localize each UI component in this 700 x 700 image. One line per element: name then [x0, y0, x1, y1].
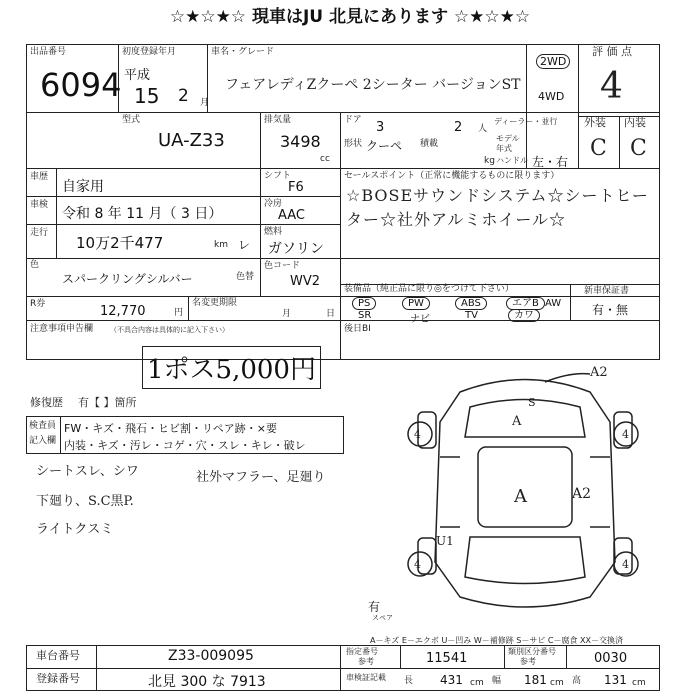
usage-label: 車歴 — [30, 172, 49, 182]
seats-value: 2 — [454, 120, 463, 135]
name-label: 車名・グレード — [211, 47, 275, 57]
spare-label: スペア — [372, 614, 393, 622]
handle-label: ハンドル — [496, 156, 528, 165]
reg-month: 2 — [178, 86, 189, 106]
fuel-label: 燃料 — [264, 227, 283, 237]
recycle-unit: 円 — [174, 308, 184, 318]
check-label2: 記入欄 — [29, 436, 57, 446]
diag-mark-4-fl: 4 — [414, 428, 421, 441]
dims-len-label: 長 — [404, 676, 414, 686]
diag-mark-spare: 有 — [368, 600, 381, 614]
diag-mark-a2-top: A2 — [590, 365, 608, 380]
dims-w: 181 — [524, 673, 547, 687]
name-change-month: 月 — [282, 309, 292, 319]
disp-label: 排気量 — [264, 115, 292, 125]
color-change-label: 色替 — [236, 272, 255, 282]
score-label: 評 価 点 — [592, 45, 632, 58]
mileage-unit: km — [214, 240, 228, 250]
repair-label: 修復歴 — [30, 396, 63, 409]
header-banner: ☆★☆★☆ 現車はJU 北見にあります ☆★☆★☆ — [169, 7, 531, 27]
dims-label: 車検証記載 — [346, 673, 386, 682]
ref-label2: 参考 — [358, 657, 374, 666]
dealer-label: ディーラー・並行 — [494, 117, 558, 126]
class-value: 0030 — [594, 651, 628, 666]
check-row1: FW・キズ・飛石・ヒビ割・リペア跡・×要 — [64, 422, 277, 435]
damage-legend: A－キズ E－エクボ U－凹み W－補修跡 S－サビ C－腐食 XX－交換済 — [370, 636, 624, 645]
plate-label: 登録番号 — [36, 672, 80, 685]
recycle-value: 12,770 — [100, 304, 146, 319]
dims-h-unit: cm — [632, 678, 646, 688]
diag-mark-4-fr: 4 — [622, 428, 629, 441]
ref-label1: 指定番号 — [346, 647, 378, 656]
int-area-label: 後日BI — [344, 324, 371, 334]
dims-h-label: 高 — [572, 676, 582, 686]
shaken-value: 令和 8 年 11 月（ 3 日） — [62, 206, 223, 222]
class-label1: 類別区分番号 — [508, 647, 556, 656]
inspector-note-1: シートスレ、シワ — [36, 464, 139, 479]
notes-sub: （不具合内容は具体的に記入下さい） — [110, 326, 229, 334]
diag-mark-s: S — [528, 396, 536, 409]
name-change-day: 日 — [326, 309, 336, 319]
drive-2wd: 2WD — [536, 54, 570, 69]
sales-label: セールスポイント（正常に機能するものに限ります） — [344, 171, 560, 181]
row-divider — [26, 320, 660, 321]
row-divider — [26, 112, 660, 113]
reg-era: 平成 — [124, 68, 151, 83]
equip-airbag: エアB — [506, 297, 545, 310]
model-label: 型式 — [122, 115, 141, 125]
diag-mark-4-rr: 4 — [622, 558, 629, 571]
seats-unit: 人 — [478, 124, 488, 134]
drive-4wd: 4WD — [538, 90, 565, 103]
name-change-label: 名変更期限 — [192, 298, 238, 308]
row-divider — [26, 296, 660, 297]
equip-ps: PS — [352, 297, 376, 310]
fuel-value: ガソリン — [268, 241, 324, 257]
color-label: 色 — [30, 260, 40, 270]
lot-label: 出品番号 — [30, 47, 67, 57]
row-divider — [26, 258, 660, 259]
int-label: 内装 — [624, 116, 646, 129]
mileage-value: 10万2千477 — [76, 234, 164, 252]
equip-label: 装備品（純正品に限り◎をつけて下さい） — [344, 284, 514, 294]
color-no-label: 色コード — [264, 261, 301, 271]
disp-value: 3498 — [280, 132, 321, 151]
sales-value: ☆BOSEサウンドシステム☆シートヒーター☆社外アルミホイール☆ — [346, 186, 649, 229]
equip-aw: AW — [545, 298, 562, 309]
load-unit: kg — [484, 156, 495, 166]
disp-unit: cc — [320, 154, 330, 164]
notes-label: 注意事項申告欄 — [30, 324, 94, 334]
diag-mark-a-roof: A — [514, 486, 527, 507]
equip-leather: カワ — [508, 309, 540, 322]
ac-value: AAC — [278, 208, 305, 223]
reg-month-unit: 月 — [200, 98, 210, 108]
doors-value: 3 — [376, 120, 385, 135]
load-label: 積載 — [420, 139, 439, 149]
check-row2: 内装・キズ・汚レ・コゲ・穴・スレ・キレ・破レ — [64, 439, 306, 452]
diag-mark-4-rl: 4 — [414, 558, 421, 571]
equip-sr: SR — [358, 310, 372, 321]
warranty-label: 新車保証書 — [584, 286, 630, 296]
reg-year: 15 — [134, 84, 160, 108]
lot-number: 6094 — [40, 66, 122, 104]
ref-value: 11541 — [426, 651, 468, 666]
shape-value: クーペ — [366, 139, 403, 153]
equip-navi: ナビ — [410, 314, 430, 325]
plate-value: 北見 300 な 7913 — [148, 674, 266, 690]
inspector-note-2: 下廻り、S.C黒P. — [36, 494, 134, 509]
recycle-label: R券 — [30, 299, 46, 309]
chassis-value: Z33-009095 — [168, 648, 254, 664]
dims-w-unit: cm — [550, 678, 564, 688]
dims-h: 131 — [604, 673, 627, 687]
reg-label: 初度登録年月 — [122, 47, 177, 57]
ac-label: 冷房 — [264, 199, 283, 209]
ext-score: C — [590, 136, 607, 161]
color-value: スパークリングシルバー — [62, 272, 193, 286]
usage-value: 自家用 — [62, 179, 104, 195]
notes-value: 1ポス5,000円 — [142, 346, 321, 389]
shift-value: F6 — [288, 180, 304, 195]
dims-len: 431 — [440, 673, 463, 687]
equip-tv: TV — [465, 310, 478, 321]
doors-label: ドア — [344, 115, 362, 125]
inspector-note-4: 社外マフラー、足廻り — [196, 470, 326, 485]
my-label: モデル年式 — [496, 134, 520, 153]
shift-label: シフト — [264, 171, 292, 181]
shape-label: 形状 — [344, 139, 363, 149]
diag-mark-u1: U1 — [436, 534, 454, 548]
diag-mark-a-front: A — [512, 414, 522, 429]
dims-w-label: 幅 — [492, 676, 502, 686]
handle-value: 左・右 — [532, 155, 569, 169]
inspector-note-3: ライトクスミ — [36, 522, 114, 537]
repair-value: 有【 】箇所 — [78, 396, 137, 409]
int-score: C — [630, 136, 647, 161]
mileage-label: 走行 — [30, 228, 49, 238]
car-name: フェアレディZクーペ 2シーター バージョンST — [225, 77, 521, 93]
equip-abs: ABS — [455, 297, 487, 310]
color-no-value: WV2 — [290, 274, 321, 289]
chassis-label: 車台番号 — [36, 649, 80, 662]
model-value: UA-Z33 — [158, 130, 225, 151]
check-label1: 検査員 — [29, 421, 57, 431]
shaken-label: 車検 — [30, 200, 49, 210]
score-value: 4 — [600, 66, 623, 107]
diag-mark-a2-side: A2 — [572, 486, 592, 502]
class-label2: 参考 — [520, 657, 536, 666]
equip-pw: PW — [402, 297, 430, 310]
dims-len-unit: cm — [470, 678, 484, 688]
warranty-value: 有・無 — [592, 303, 629, 317]
ext-label: 外装 — [584, 116, 606, 129]
mileage-sep: レ — [238, 238, 251, 252]
